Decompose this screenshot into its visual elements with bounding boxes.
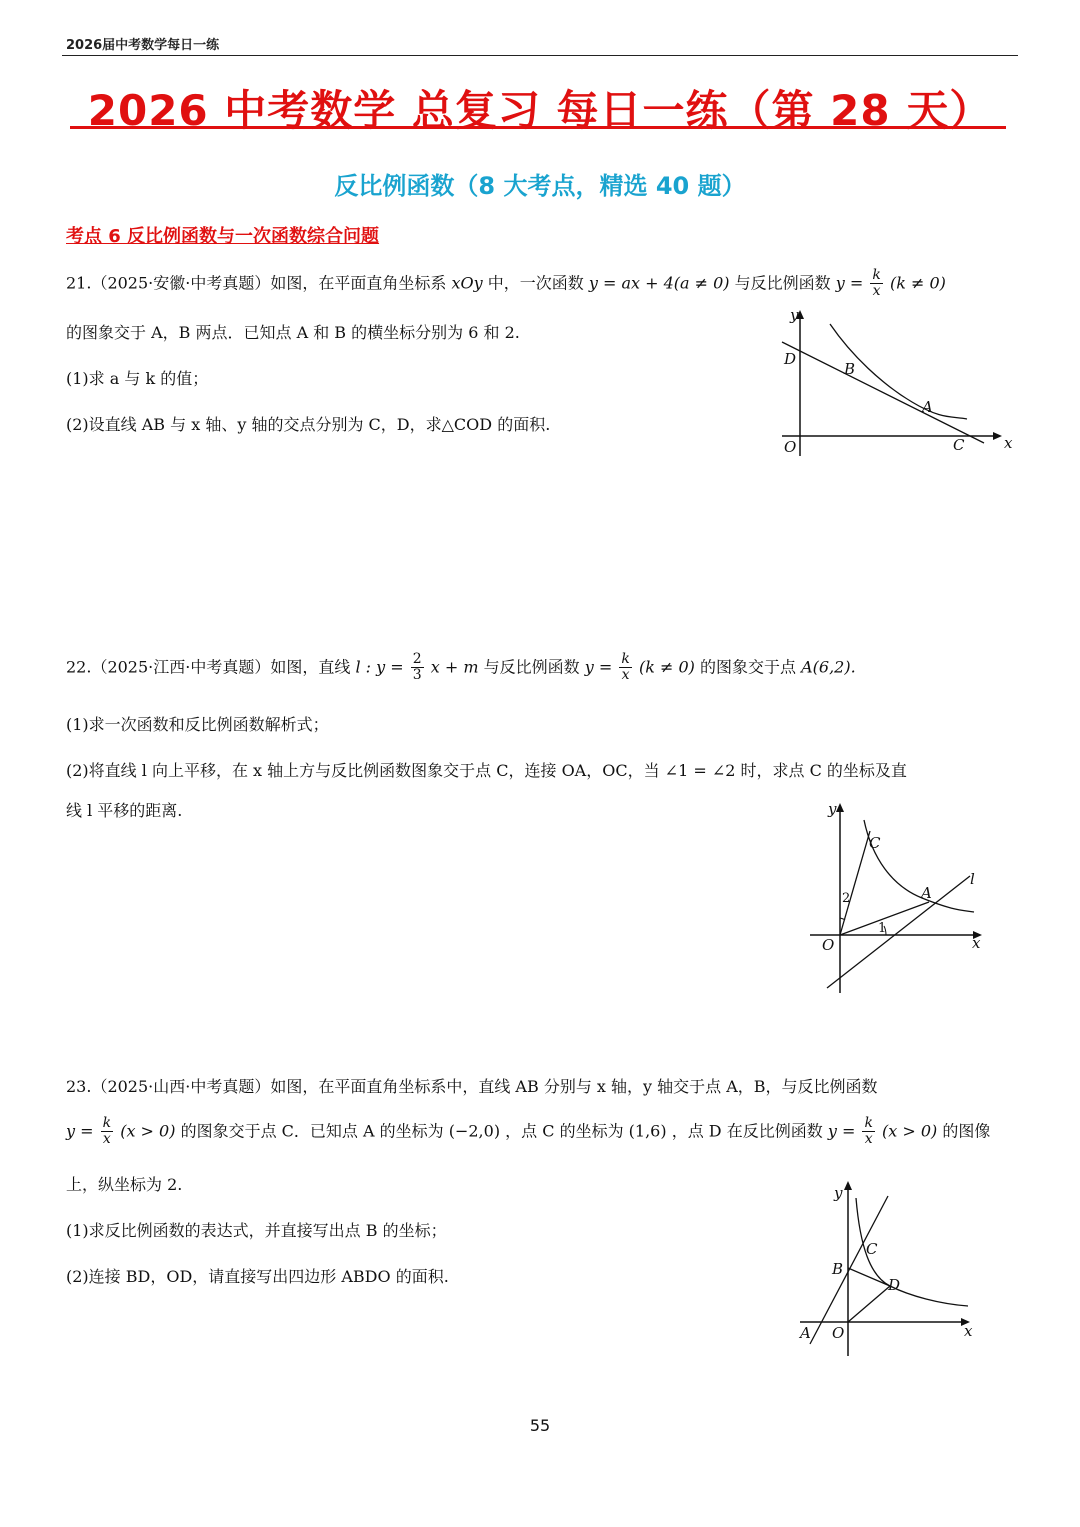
q23-label-B: B bbox=[832, 1260, 844, 1278]
q22-label-x: x bbox=[972, 934, 981, 952]
q21-system: xOy bbox=[451, 273, 483, 293]
q22-f-fraction bbox=[619, 652, 631, 684]
q23-g-left: y = bbox=[827, 1121, 856, 1141]
q22-end: 的图象交于点 bbox=[699, 657, 796, 677]
q23-mid1: 的图象交于点 C．已知点 A 的坐标为 bbox=[180, 1121, 444, 1141]
q22-f-num: k bbox=[621, 651, 630, 667]
q23-segment-BD bbox=[848, 1268, 890, 1286]
q23-a-coord: (−2,0) bbox=[448, 1121, 501, 1141]
q22-slope-num: 2 bbox=[412, 651, 422, 667]
q21-prefix: 21.（2025·安徽·中考真题）如图，在平面直角坐标系 bbox=[66, 273, 447, 293]
q23-mid2: ，点 C 的坐标为 bbox=[505, 1121, 624, 1141]
q23-label-C: C bbox=[866, 1240, 878, 1258]
q23-f-fraction bbox=[101, 1116, 113, 1148]
q23-line2 bbox=[66, 1116, 990, 1148]
q22-hyperbola bbox=[864, 820, 974, 912]
q22-label-C: C bbox=[869, 834, 881, 852]
q22-figure bbox=[802, 798, 1002, 998]
q23-g-den: x bbox=[864, 1131, 873, 1148]
q23-f-left: y = bbox=[66, 1121, 94, 1141]
q21-label-D: D bbox=[784, 350, 797, 368]
q22-label-y: y bbox=[828, 800, 837, 818]
q23-f-cond: (x > 0) bbox=[120, 1121, 176, 1141]
q21-line1 bbox=[66, 268, 946, 300]
q21-fraction bbox=[870, 268, 882, 300]
q23-y-arrow bbox=[844, 1181, 852, 1190]
q21-mid: 中，一次函数 bbox=[487, 273, 584, 293]
q22-label-2: 2 bbox=[842, 891, 851, 906]
q21-line2: 的图象交于 A，B 两点．已知点 A 和 B 的横坐标分别为 6 和 2. bbox=[66, 323, 520, 342]
q23-part2: (2)连接 BD，OD，请直接写出四边形 ABDO 的面积. bbox=[66, 1267, 449, 1286]
q21-part1: (1)求 a 与 k 的值； bbox=[66, 369, 209, 388]
q22-line1 bbox=[66, 652, 856, 684]
q22-l-left: l : y = bbox=[355, 657, 404, 677]
q23-figure bbox=[790, 1176, 990, 1361]
q23-c-coord: (1,6) bbox=[628, 1121, 667, 1141]
q21-label-B: B bbox=[844, 360, 856, 378]
q22-prefix: 22.（2025·江西·中考真题）如图，直线 bbox=[66, 657, 351, 677]
q22-slope-den: 3 bbox=[412, 667, 422, 684]
q21-label-x: x bbox=[1004, 434, 1013, 452]
q22-part1: (1)求一次函数和反比例函数解析式； bbox=[66, 715, 329, 734]
q23-f-den: x bbox=[102, 1131, 111, 1148]
q22-label-1: 1 bbox=[878, 921, 887, 936]
q21-mid2: 与反比例函数 bbox=[734, 273, 831, 293]
q23-label-O: O bbox=[832, 1324, 845, 1342]
q23-label-y: y bbox=[834, 1184, 843, 1202]
q22-point: A(6,2). bbox=[801, 657, 856, 677]
q23-label-D: D bbox=[888, 1276, 901, 1294]
title-underline bbox=[70, 126, 1006, 129]
q21-linear-eq: y = ax + 4(a ≠ 0) bbox=[588, 273, 730, 293]
q22-f-left: y = bbox=[584, 657, 613, 677]
q21-label-y: y bbox=[790, 306, 799, 324]
q23-label-x: x bbox=[964, 1322, 973, 1340]
q23-end: 的图像 bbox=[942, 1121, 991, 1141]
q23-mid3: ，点 D 在反比例函数 bbox=[671, 1121, 823, 1141]
q23-g-cond: (x > 0) bbox=[882, 1121, 938, 1141]
q21-inverse-left: y = bbox=[835, 273, 864, 293]
page-number: 55 bbox=[529, 1416, 551, 1435]
q22-label-A: A bbox=[921, 884, 932, 902]
q23-segment-OD bbox=[848, 1286, 890, 1322]
page-title: 2026 中考数学 总复习 每日一练（第 28 天） bbox=[87, 86, 993, 135]
page-subtitle: 反比例函数（8 大考点，精选 40 题） bbox=[334, 172, 746, 200]
q22-mid: 与反比例函数 bbox=[483, 657, 580, 677]
q23-label-A: A bbox=[800, 1324, 811, 1342]
header-divider bbox=[62, 55, 1018, 56]
section-heading: 考点 6 反比例函数与一次函数综合问题 bbox=[66, 226, 380, 247]
q21-frac-num: k bbox=[872, 267, 881, 283]
q23-g-fraction bbox=[862, 1116, 874, 1148]
q21-x-arrow bbox=[993, 432, 1002, 440]
q23-f-num: k bbox=[102, 1115, 112, 1131]
q22-f-right: (k ≠ 0) bbox=[638, 657, 695, 677]
q21-label-A: A bbox=[922, 398, 933, 416]
q22-l-right: x + m bbox=[430, 657, 479, 677]
q22-part2-cont: 线 l 平移的距离. bbox=[66, 801, 183, 820]
q21-part2: (2)设直线 AB 与 x 轴、y 轴的交点分别为 C，D，求△COD 的面积. bbox=[66, 415, 551, 434]
q23-line1: 23.（2025·山西·中考真题）如图，在平面直角坐标系中，直线 AB 分别与 x 轴，y 轴交于点 A，B，与反比例函数 bbox=[66, 1077, 878, 1096]
q21-label-O: O bbox=[784, 438, 797, 456]
q22-f-den: x bbox=[621, 667, 630, 684]
q22-y-arrow bbox=[836, 803, 844, 812]
q22-label-O: O bbox=[822, 936, 835, 954]
q21-figure bbox=[772, 306, 1022, 466]
q21-line-AB bbox=[782, 342, 984, 443]
q23-line3: 上，纵坐标为 2. bbox=[66, 1175, 183, 1194]
q23-g-num: k bbox=[864, 1115, 873, 1131]
header-label: 2026届中考数学每日一练 bbox=[66, 38, 220, 53]
q22-part2: (2)将直线 l 向上平移，在 x 轴上方与反比例函数图象交于点 C，连接 OA，OC，当 ∠1 = ∠2 时，求点 C 的坐标及直 bbox=[66, 761, 907, 780]
q22-label-l: l bbox=[970, 870, 975, 888]
q21-inverse-right: (k ≠ 0) bbox=[889, 273, 946, 293]
q21-frac-den: x bbox=[872, 283, 881, 300]
q22-slope-fraction bbox=[411, 652, 424, 684]
q23-part1: (1)求反比例函数的表达式，并直接写出点 B 的坐标； bbox=[66, 1221, 447, 1240]
q21-label-C: C bbox=[953, 436, 965, 454]
